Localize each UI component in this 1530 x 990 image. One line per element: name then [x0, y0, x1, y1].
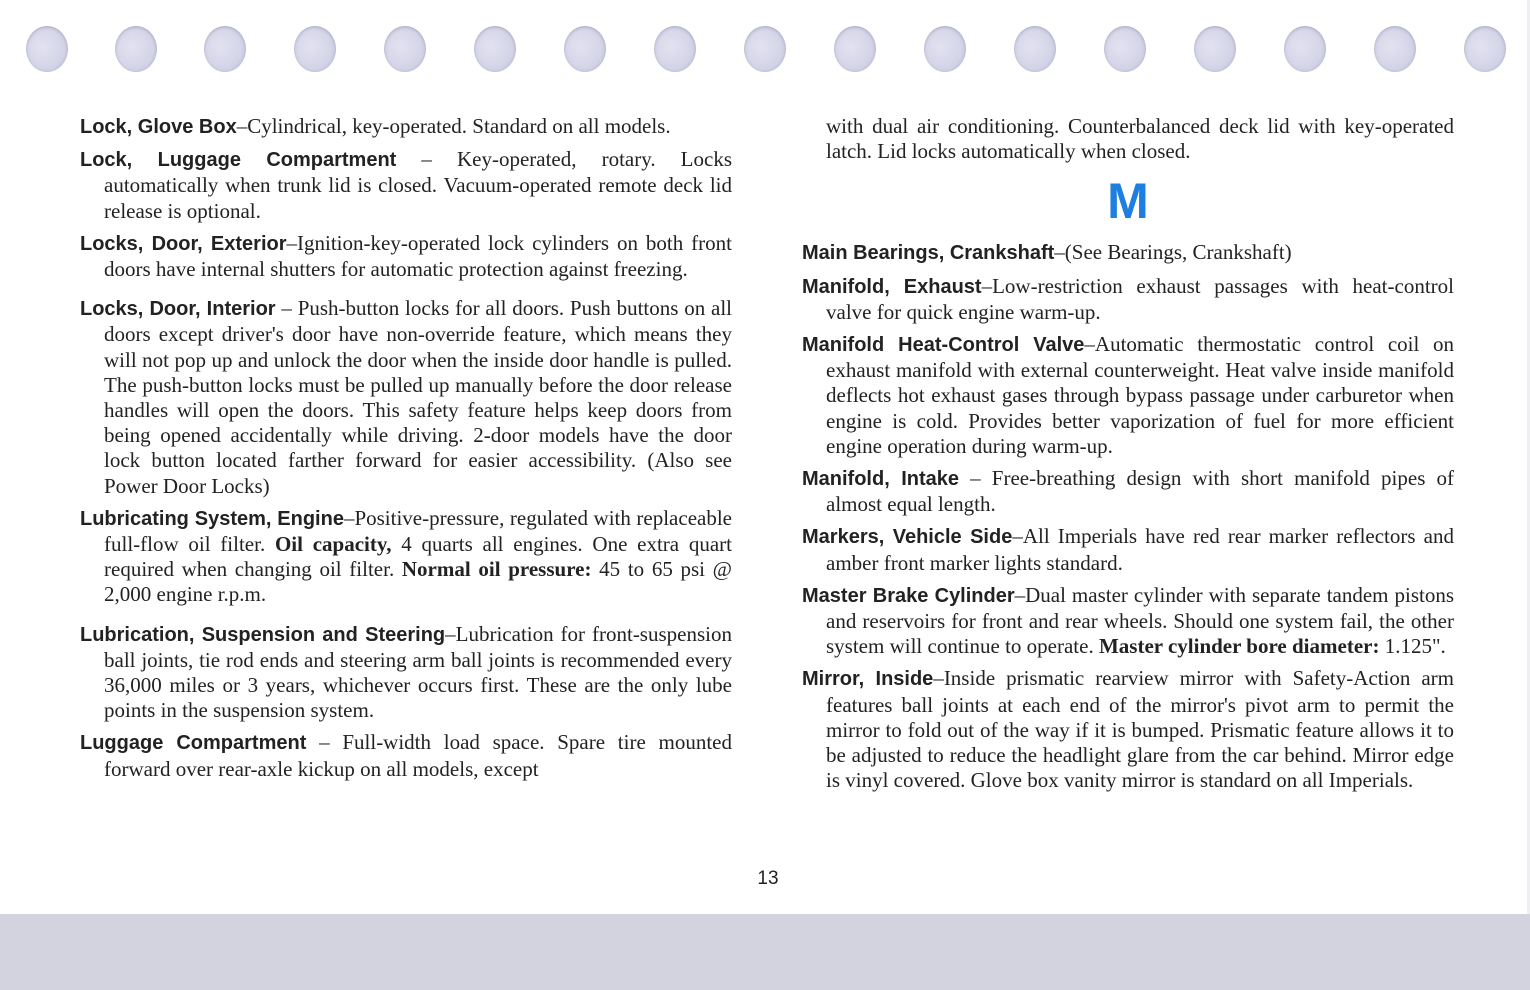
entry-continuation: with dual air conditioning. Counterbalanced deck lid with key-operated latch. Lid locks automatically when closed.: [826, 114, 1454, 164]
entry-separator: –: [933, 666, 944, 691]
punch-holes-row: [0, 26, 1530, 76]
entry-separator: –: [1054, 240, 1065, 265]
right-column: [802, 114, 1454, 800]
punch-hole: [26, 26, 68, 72]
entry-separator: –: [286, 230, 298, 255]
punch-hole: [1194, 26, 1236, 72]
entry-text: Inside prismatic rearview mirror with Safety-Action arm features ball joints at each end of the mirror's pivot arm to permit the mirror to fold out of the way if it is bumped. Prismatic feature allows it to be adjusted to reduce the headlight glare from the car behind. Mirror edge is vinyl covered. Glove box vanity mirror is standard on all Imperials.: [826, 666, 1454, 793]
entry-separator: –: [343, 505, 355, 530]
entry-lock-glove-box: [80, 114, 732, 140]
entry-manifold-exhaust: [802, 274, 1454, 325]
entry-term: Manifold Heat-Control Valve: [802, 334, 1085, 357]
entry-locks-door-interior: [80, 296, 732, 499]
entry-separator: –: [1014, 582, 1026, 607]
punch-hole: [115, 26, 157, 72]
entry-text: Cylindrical, key-operated. Standard on all models.: [247, 114, 671, 138]
entry-term: Manifold, Exhaust: [802, 275, 982, 298]
entry-separator: –: [275, 296, 298, 321]
entry-text: Low-restriction exhaust passages with heat-control valve for quick engine warm-up.: [826, 273, 1454, 324]
entry-lubricating-system-engine: [80, 506, 732, 608]
entry-bold-text: Master cylinder bore diameter:: [1098, 634, 1380, 659]
punch-hole: [1284, 26, 1326, 72]
entry-term: Lock, Luggage Compartment: [80, 149, 397, 172]
entry-lock-luggage-compartment: [80, 147, 732, 224]
punch-hole: [1374, 26, 1416, 72]
punch-hole: [834, 26, 876, 72]
entry-text: Key-operated, rotary. Locks automatically when trunk lid is closed. Vacuum-operated remote deck lid release is optional.: [104, 147, 732, 223]
entry-separator: –: [1084, 332, 1095, 357]
entry-manifold-heat-control-valve: [802, 332, 1454, 459]
entry-separator: –: [1012, 524, 1023, 549]
entry-text: Lubrication for front-suspension ball joints, tie rod ends and steering arm ball joints is recommended every 36,000 miles or 3 years, whichever occurs first. These are the only lube points in the suspension system.: [104, 621, 732, 723]
entry-markers-vehicle-side: [802, 524, 1454, 575]
punch-hole: [204, 26, 246, 72]
entry-separator: –: [445, 621, 456, 646]
entry-locks-door-exterior: [80, 231, 732, 282]
entry-text: 45 to 65 psi @ 2,000 engine r.p.m.: [104, 557, 733, 607]
punch-hole: [924, 26, 966, 72]
entry-text: Free-breathing design with short manifold pipes of almost equal length.: [826, 466, 1455, 517]
punch-hole: [1014, 26, 1056, 72]
entry-text: 4 quarts all engines. One extra quart required when changing oil filter.: [104, 532, 732, 582]
entry-bold-text: Normal oil pressure:: [401, 557, 592, 582]
punch-hole: [744, 26, 786, 72]
page-number: 13: [757, 868, 779, 889]
section-letter-heading: M: [1107, 173, 1149, 230]
entry-term: Manifold, Intake: [802, 468, 960, 491]
entry-term: Lubricating System, Engine: [80, 507, 344, 530]
punch-hole: [654, 26, 696, 72]
bottom-band: [0, 914, 1530, 990]
punch-hole: [384, 26, 426, 72]
left-column: [80, 114, 732, 789]
entry-term: Locks, Door, Interior: [80, 298, 276, 321]
entry-separator: –: [396, 147, 457, 172]
entry-separator: –: [981, 273, 993, 298]
entry-text: Automatic thermostatic control coil on exhaust manifold with external counterweight. Heat valve inside manifold deflects hot exhaust gases through bypass passage under carburetor when engine is cold. Provides better vaporization of fuel for more efficient engine operation during warm-up.: [826, 332, 1454, 458]
entry-separator: –: [959, 466, 992, 491]
entry-manifold-intake: [802, 466, 1454, 517]
entry-main-bearings-crankshaft: [802, 240, 1454, 266]
punch-hole: [564, 26, 606, 72]
entry-term: Locks, Door, Exterior: [80, 232, 287, 255]
entry-text: Dual master cylinder with separate tandem pistons and reservoirs for front and rear wheels. Should one system fail, the other system will continue to operate.: [826, 582, 1454, 659]
entry-text: Positive-pressure, regulated with replaceable full-flow oil filter.: [104, 505, 732, 557]
entry-term: Lock, Glove Box: [80, 116, 237, 138]
entry-text: 1.125".: [1384, 634, 1446, 659]
entry-separator: –: [306, 730, 343, 755]
entry-term: Markers, Vehicle Side: [802, 526, 1013, 549]
entry-text: (See Bearings, Crankshaft): [1064, 240, 1292, 265]
punch-hole: [294, 26, 336, 72]
entry-text: Ignition-key-operated lock cylinders on both front doors have internal shutters for automatic protection against freezing.: [104, 230, 732, 282]
entry-luggage-compartment: [80, 730, 732, 781]
punch-hole: [1464, 26, 1506, 72]
punch-hole: [1104, 26, 1146, 72]
entry-mirror-inside: [802, 666, 1454, 793]
entry-lubrication-suspension-steering: [80, 622, 732, 724]
punch-hole: [474, 26, 516, 72]
entry-term: Luggage Compartment: [80, 732, 307, 755]
entry-text: Full-width load space. Spare tire mounted forward over rear-axle kickup on all models, except: [104, 730, 732, 781]
entry-master-brake-cylinder: [802, 583, 1454, 660]
entry-term: Mirror, Inside: [802, 668, 934, 691]
entry-term: Master Brake Cylinder: [802, 584, 1015, 607]
entry-term: Lubrication, Suspension and Steering: [80, 623, 446, 646]
entry-text: All Imperials have red rear marker reflectors and amber front marker lights standard.: [826, 524, 1455, 575]
entry-term: Main Bearings, Crankshaft: [802, 242, 1055, 265]
entry-text: Push-button locks for all doors. Push buttons on all doors except driver's door have non-override feature, which means they will not pop up and unlock the door when the inside door handle is pulled. The push-button locks must be pulled up manually before the door release handles will open the doors. This safety feature helps keep doors from being opened accidentally while driving. 2-door models have the door lock button located farther forward for easier accessibility. (Also see Power Door Locks): [104, 296, 733, 498]
entry-separator: –: [236, 114, 248, 138]
entry-bold-text: Oil capacity,: [274, 532, 392, 557]
